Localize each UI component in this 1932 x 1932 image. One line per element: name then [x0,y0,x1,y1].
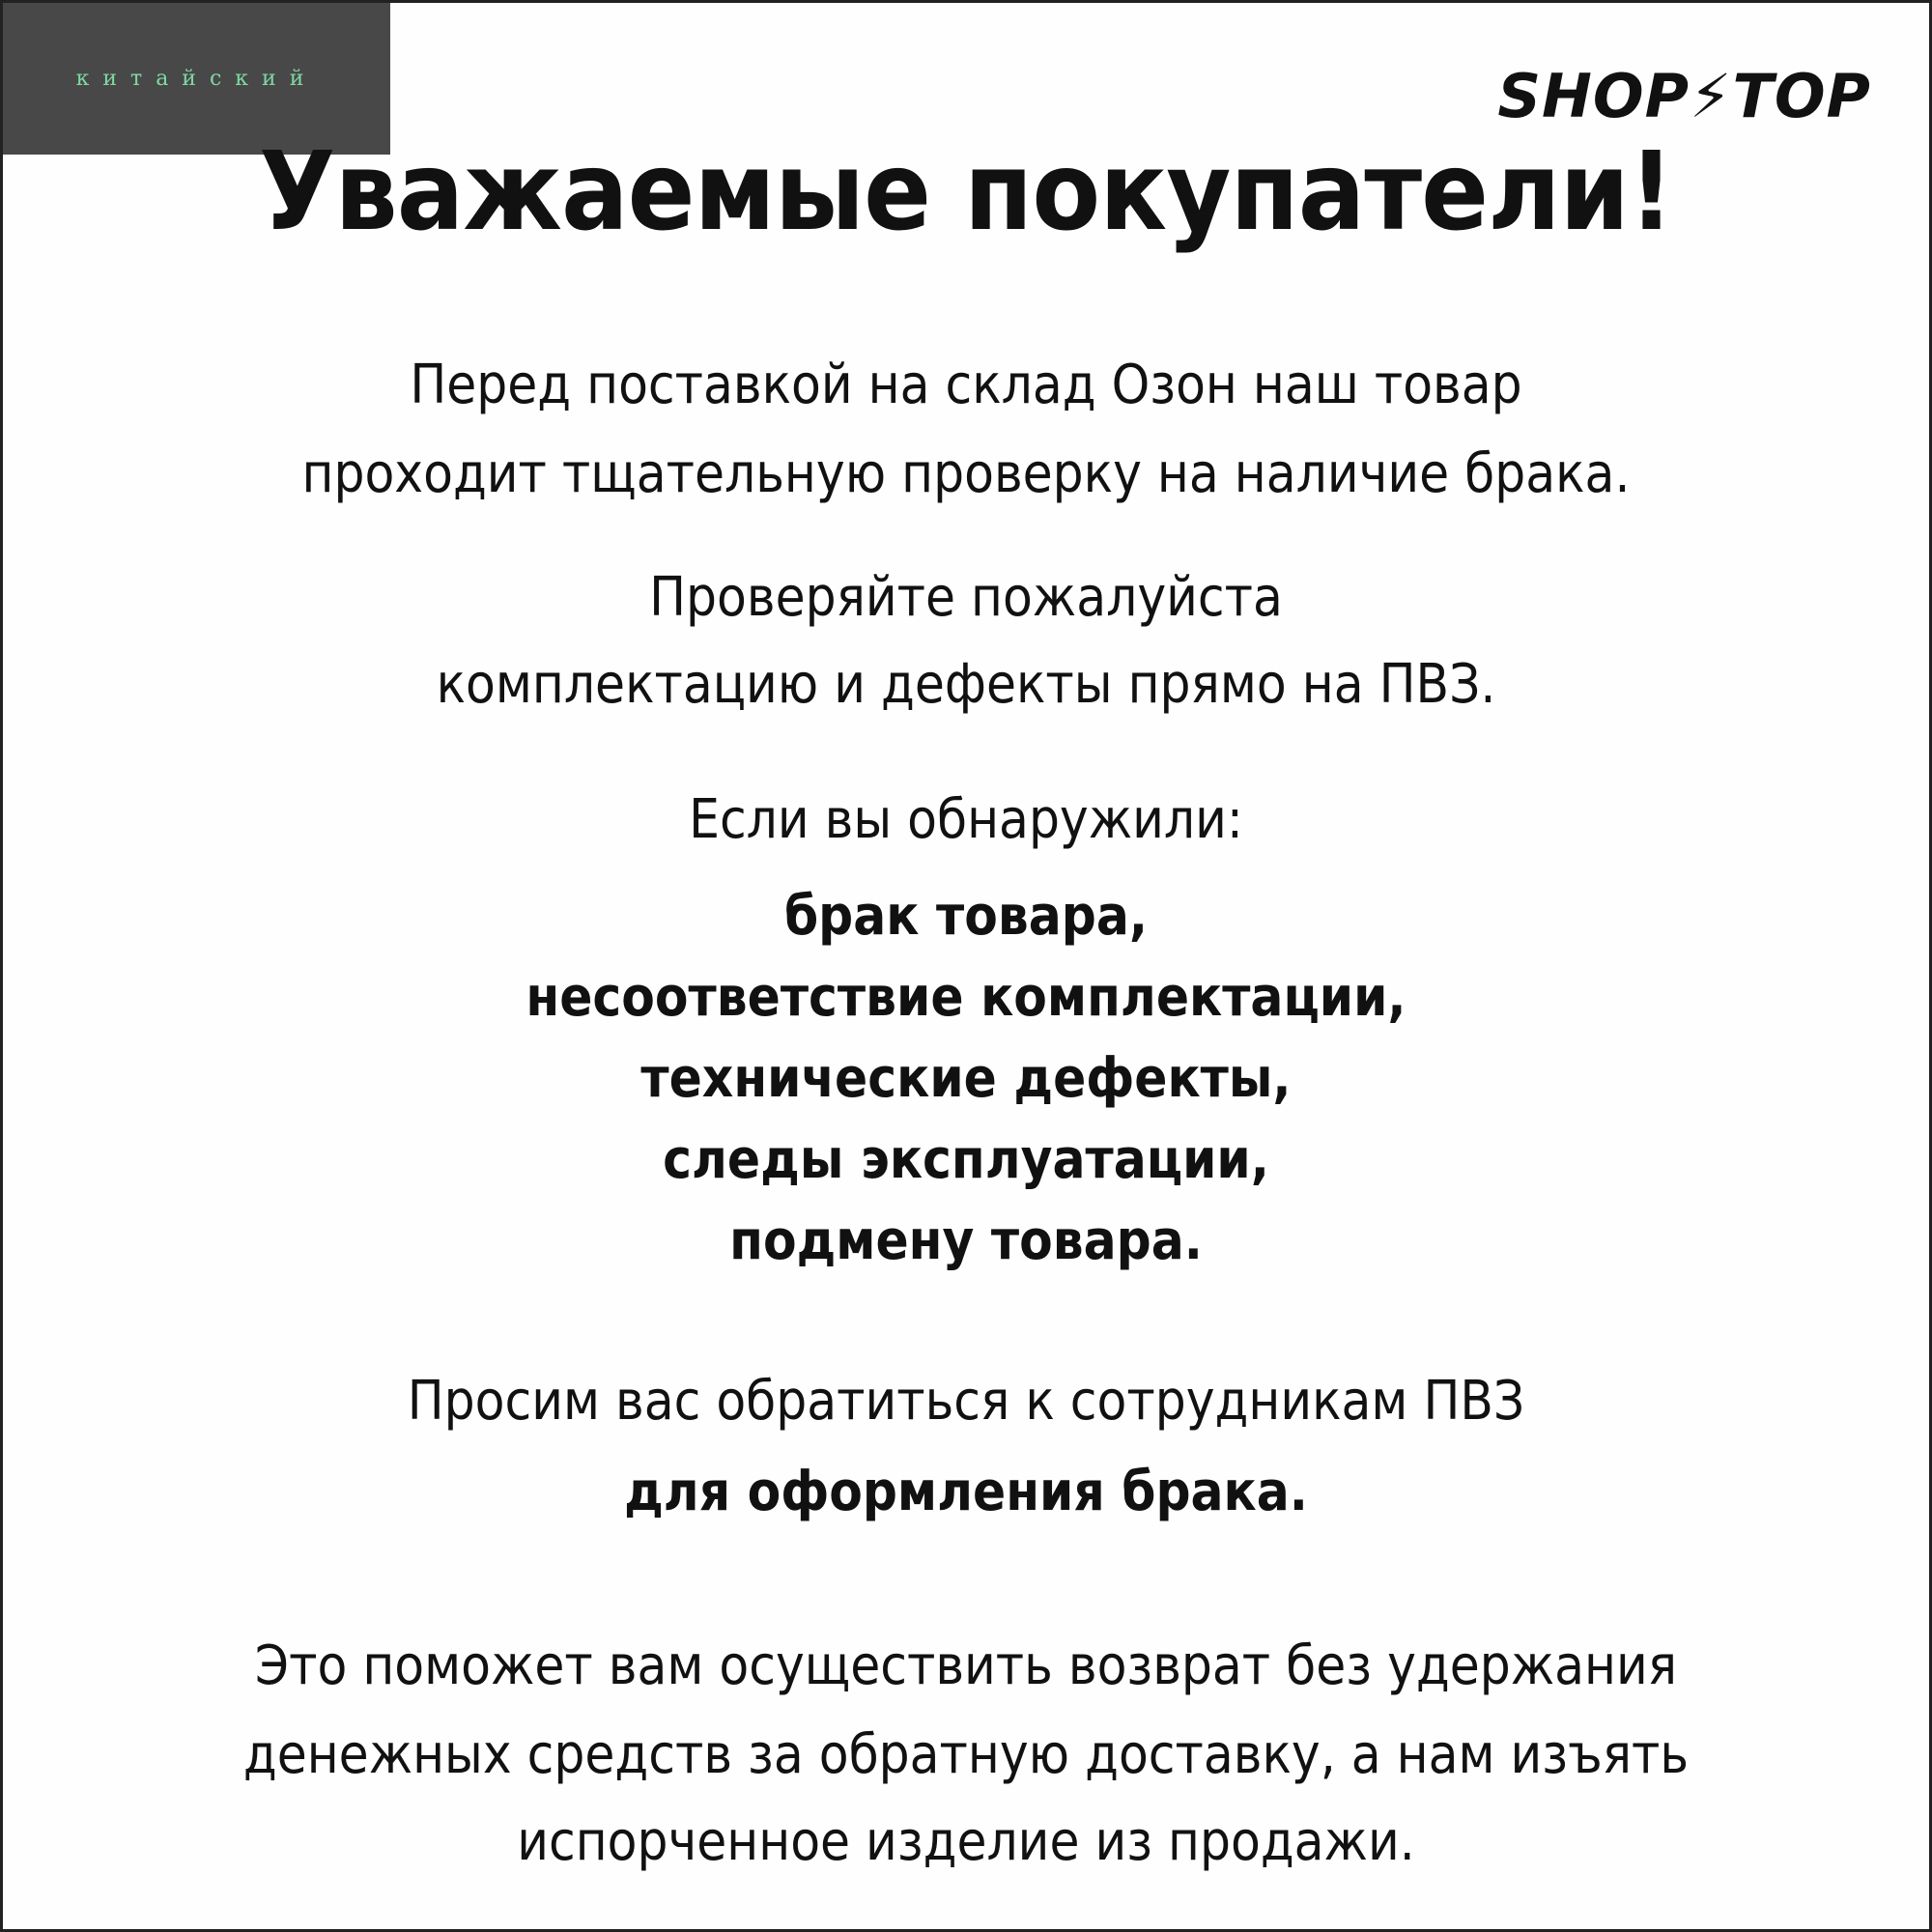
defect-item: несоответствие комплектации, [526,966,1406,1029]
brand-logo: SHOP⚡TOP [1497,61,1871,131]
watermark-text: китайский [75,67,318,91]
defect-item: следы эксплуатации, [663,1128,1269,1191]
defect-item: брак товара, [783,885,1149,948]
para4-line2: для оформления брака. [624,1461,1308,1523]
para3-intro: Если вы обнаружили: [689,788,1243,851]
para2-line1: Проверяйте пожалуйста [649,566,1283,629]
para4-line1: Просим вас обратиться к сотрудникам ПВЗ [407,1370,1525,1433]
defect-item: технические дефекты, [640,1047,1292,1110]
para5-line3: испорченное изделие из продажи. [517,1810,1415,1873]
para1-line1: Перед поставкой на склад Озон наш товар [410,354,1522,416]
defect-item: подмену товара. [729,1209,1203,1272]
para1-line2: проходит тщательную проверку на наличие брака. [301,442,1631,505]
para5-line2: денежных средств за обратную доставку, а нам изъять [242,1723,1690,1786]
para5-line1: Это поможет вам осуществить возврат без удержания [254,1634,1678,1697]
para2-line2: комплектацию и дефекты прямо на ПВЗ. [436,653,1496,716]
page-title: Уважаемые покупатели! [258,129,1674,255]
